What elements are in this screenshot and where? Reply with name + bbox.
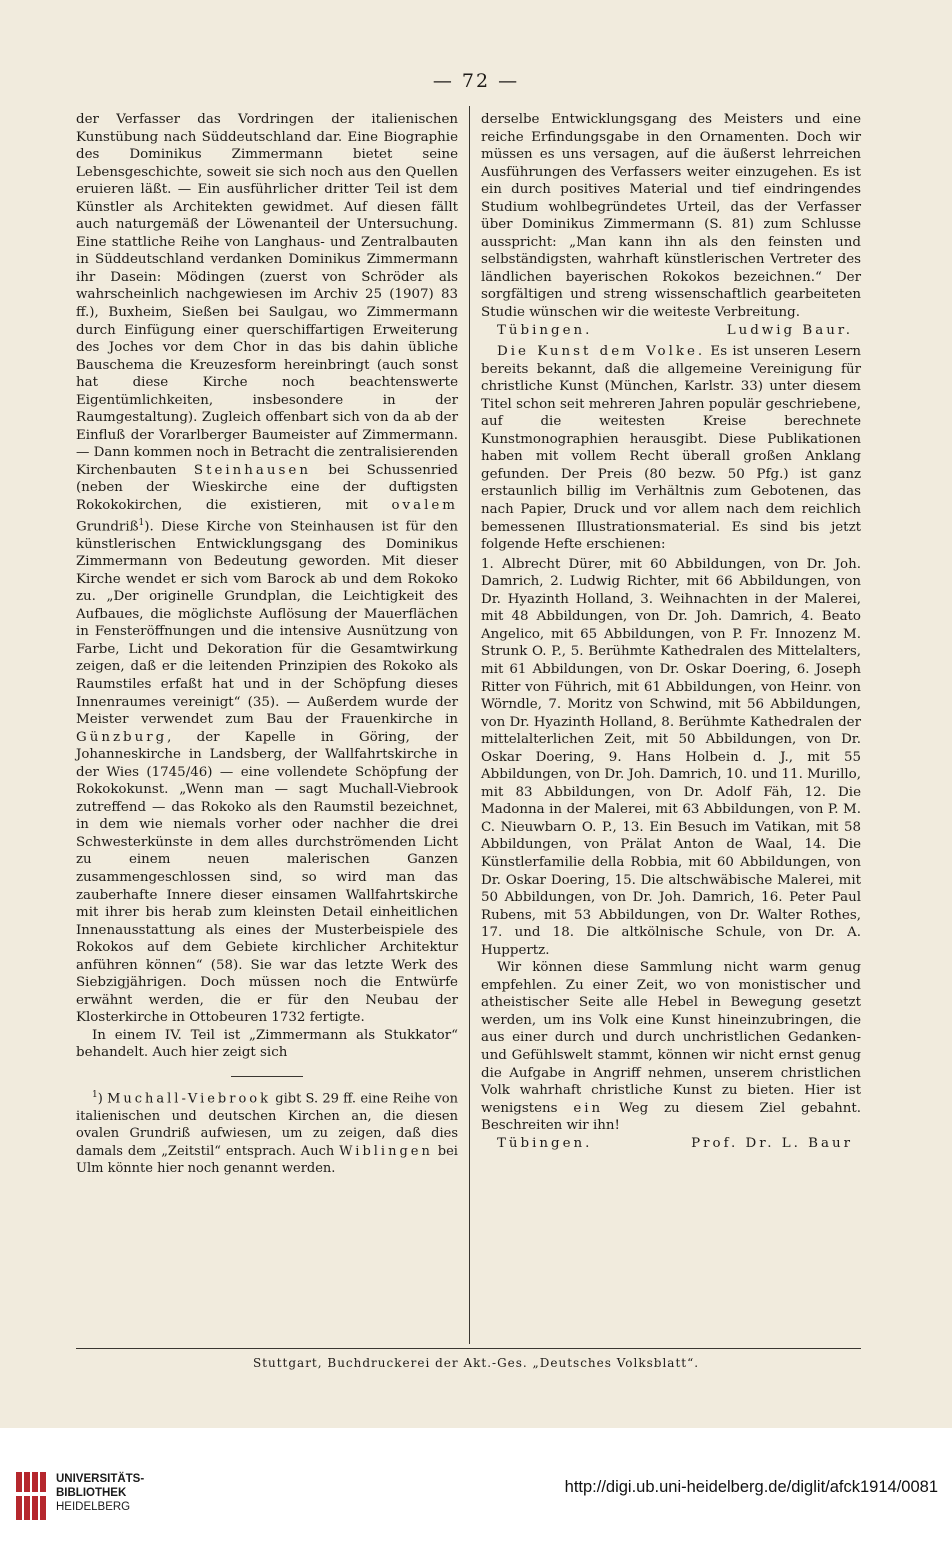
left-paragraph-1 <box>76 111 458 1027</box>
right-paragraph-2 <box>481 343 861 554</box>
monograph-list: 1. Albrecht Dürer, mit 60 Abbildungen, von Dr. Joh. Damrich, 2. Ludwig Richter, mit 66 Abbildungen, von Dr. Hyazinth Holland, 3. Weihnachten in der Malerei, mit 48 Abbildungen, von Dr. Joh. Damrich, 4. Beato Angelico, mit 65 Abbildungen, von P. Fr. Innozenz M. Strunk O. P., 5. Berühmte Kathedralen des Mittelalters, mit 61 Abbildungen, von Dr. Oskar Doering, 6. Joseph Ritter von Führich, mit 61 Abbildungen, von Heinr. von Wörndle, 7. Moritz von Schwind, mit 56 Abbildungen, von Dr. Hyazinth Holland, 8. Berühmte Kathedralen der mittelalterlichen Zeit, mit 50 Abbildungen, von Dr. Oskar Doering, 9. Hans Holbein d. J., mit 55 Abbildungen, von Dr. Joh. Damrich, 10. und 11. Murillo, mit 83 Abbildungen, von Dr. Adolf Fäh, 12. Die Madonna in der Malerei, mit 63 Abbildungen, von P. M. C. Nieuwbarn O. P., 13. Ein Besuch im Vatikan, mit 58 Abbildungen, von Prälat Anton de Waal, 14. Die Künstlerfamilie della Robbia, mit 60 Abbildungen, von Dr. Oskar Doering, 15. Die altschwäbische Malerei, mit 50 Abbildungen, von Dr. Joh. Damrich, 16. Peter Paul Rubens, mit 53 Abbildungen, von Dr. Walter Rothes, 17. und 18. Die altkölnische Schule, von Dr. A. Huppertz. <box>481 556 861 958</box>
spaced-word-muchall: Muchall-Viebrook <box>107 1091 271 1107</box>
text-run: bei Schussenried (neben der Wieskirche eine der duftigsten Rokokokirchen, die existieren, mit <box>76 462 459 514</box>
library-name-line: BIBLIOTHEK <box>56 1487 127 1499</box>
library-name-line: HEIDELBERG <box>56 1501 131 1513</box>
section-title: Die Kunst dem Volke. <box>497 344 706 360</box>
text-run: Grundriß <box>76 519 139 535</box>
digitization-footer <box>0 1428 952 1563</box>
signature-place: Tübingen. <box>497 1135 593 1151</box>
text-run: ). Diese Kirche von Steinhausen ist für den künstlerischen Entwicklungsgang des Dominikus Zimmermann von Bedeutung geworden. Mit dieser Kirche wendet er sich vom Barock ab und dem Rokoko zu. „Der originelle Grundplan, die Leichtigkeit des Aufbaues, die möglichste Auflösung der Mauerflächen in Fensteröffnungen und die intensive Ausnützung von Farbe, Licht und Dekoration für die Gesamtwirkung zeigen, daß er die leitenden Prinzipien des Rokoko als Raumstiles erfaßt hat und in der Schöpfung dieses Innenraumes vereinigt“ (35). — Außerdem wurde der Meister verwendet zum Bau der Frauenkirche in <box>76 519 458 728</box>
permalink-url[interactable]: http://digi.ub.uni-heidelberg.de/diglit/afck1914/0081 <box>564 1478 938 1496</box>
text-run: gibt S. 29 ff. eine Reihe von italienischen und deutschen Kirchen an, die diesen ovalen Grundriß aufwiesen, um zu zeigen, daß dies damals dem „Zeitstil“ entsprach. Auch <box>76 1091 458 1159</box>
signature-1 <box>481 322 861 340</box>
spaced-word-guenzburg: Günzburg <box>76 729 168 745</box>
spaced-word-steinhausen: Steinhausen <box>193 462 311 478</box>
signature-name: Ludwig Baur. <box>726 322 853 338</box>
library-name-line: UNIVERSITÄTS- <box>56 1473 145 1485</box>
text-run: bei Ulm könnte hier noch genannt werden. <box>76 1143 458 1176</box>
text-run: Es ist unseren Lesern bereits bekannt, daß die allgemeine Vereinigung für christliche Kunst (München, Karlstr. 33) unter diesem Titel schon seit mehreren Jahren populär geschriebene, auf die weitesten Kreise berechnete Kunstmonographien herausgibt. Diese Publikationen haben mit vollem Recht überall großen Anklang gefunden. Der Preis (80 bezw. 50 Pfg.) ist ganz erstaunlich billig im Verhältnis zum Gebotenen, das nach Papier, Druck und vor allem nach dem reichlich bemessenen Illustrationsmaterial. Es sind bis jetzt folgende Hefte erschienen: <box>481 344 861 553</box>
left-column <box>76 111 458 1177</box>
signature-name: Prof. Dr. L. Baur <box>691 1135 853 1151</box>
footnote-reference[interactable]: 1 <box>138 517 145 528</box>
page-number: — 72 — <box>432 70 520 92</box>
text-run: der Verfasser das Vordringen der italienischen Kunstübung nach Süddeutschland dar. Eine Biographie des Dominikus Zimmermann bietet seine Lebensgeschichte, soweit sie sich noch aus den Quellen eruieren läßt. — Ein ausführlicher dritter Teil ist dem Künstler als Architekten gewidmet. Auf diesen fällt auch naturgemäß der Löwenanteil der Untersuchung. Eine stattliche Reihe von Langhaus- und Zentralbauten in Süddeutschland verdanken Dominikus Zimmermann ihr Dasein: Mödingen (zuerst von Schröder als wahrscheinlich nachgewiesen im Archiv 25 (1907) 83 ff.), Buxheim, Sießen bei Saulgau, wo Zimmermann durch Einfügung einer querschiffartigen Erweiterung des Joches vor dem Chor in das bis dahin übliche Bauschema die Kreuzesform hereinbringt (auch sonst hat diese Kirche noch beachtenswerte Eigentümlichkeiten, insbesondere in der Raumgestaltung). Zugleich offenbart sich von da ab der Einfluß der Vorarlberger Baumeister auf Zimmermann. — Dann kommen noch in Betracht die zentralisierenden Kirchenbauten <box>76 112 458 478</box>
spaced-word-ovalem: ovalem <box>391 498 458 514</box>
text-run: Wir können diese Sammlung nicht warm genug empfehlen. Zu einer Zeit, wo von monistischer und atheistischer Seite alle Hebel in Bewegung gesetzt werden, um ins Volk eine Kunst hineinzubringen, die aus einer durch und durch unchristlichen Gedanken- und Gefühlswelt stammt, können wir nicht ernst genug die Aufgabe in Angriff nehmen, unserem christlichen Volk wahrhaft christliche Kunst zu bieten. Hier ist wenigstens <box>481 960 861 1116</box>
footnote: $^1$) Muchall-Viebrook gibt S. 29 ff. eine Reihe von italienischen und deutschen Kirchen an, die diesen ovalen Grundriß aufwiesen, um zu zeigen, daß dies damals dem „Zeitstil“ entsprach. Auch Wiblingen bei Ulm könnte hier noch genannt werden. <box>76 1090 458 1176</box>
bottom-rule <box>76 1348 861 1349</box>
footnote-mark: 1 <box>92 1090 98 1100</box>
signature-place: Tübingen. <box>497 322 593 338</box>
right-column <box>481 111 861 1152</box>
spaced-word-wiblingen: Wiblingen <box>339 1143 433 1159</box>
column-divider <box>469 106 470 1344</box>
left-paragraph-2: In einem IV. Teil ist „Zimmermann als Stukkator“ behandelt. Auch hier zeigt sich <box>76 1027 458 1061</box>
library-name <box>56 1472 144 1514</box>
printer-imprint: Stuttgart, Buchdruckerei der Akt.-Ges. „Deutsches Volksblatt“. <box>252 1356 700 1370</box>
library-logo-icon <box>14 1470 48 1522</box>
spaced-word-ein: ein <box>573 1100 604 1116</box>
text-run: , der Kapelle in Göring, der Johanneskirche in Landsberg, der Wallfahrtskirche in der Wies (1745/46) — eine vollendete Schöpfung der Rokokokunst. „Wenn man — sagt Muchall-Viebrook zutreffend — das Rokoko als den Raumstil bezeichnet, in dem wie niemals vorher oder nachher die drei Schwesterkünste in dem alles durchströmenden Licht zu einem neuen malerischen Ganzen zusammengeschlossen sind, so wird man das zauberhafte Innere dieser einsamen Wallfahrtskirche mit ihrer bis herab zum kleinsten Detail einheitlichen Innenausstattung als eines der Musterbeispiele des Rokokos auf dem Gebiete kirchlicher Architektur anführen können“ (58). Sie war das letzte Werk des Siebzigjährigen. Doch müssen noch die Entwürfe erwähnt werden, die er für den Neubau der Klosterkirche in Ottobeuren 1732 fertigte. <box>76 729 458 1026</box>
right-paragraph-3 <box>481 959 861 1134</box>
text-run: Weg zu diesem Ziel gebahnt. Beschreiten wir ihn! <box>481 1100 861 1134</box>
right-paragraph-1: derselbe Entwicklungsgang des Meisters und eine reiche Erfindungsgabe in den Ornamenten. Doch wir müssen es uns versagen, auf die äußerst lehrreichen Ausführungen des Verfassers weiter einzugehen. Es ist ein durch positives Material und tief eindringendes Studium wohlbegründetes Urteil, das der Verfasser über Dominikus Zimmermann (S. 81) zum Schlusse ausspricht: „Man kann ihn als den feinsten und selbständigsten, wahrhaft künstlerischen Vertreter des ländlichen bayerischen Rokokos bezeichnen.“ Der sorgfältigen und streng wissenschaftlich gearbeiteten Studie wünschen wir die weiteste Verbreitung. <box>481 112 861 321</box>
footnote-divider <box>231 1076 303 1077</box>
signature-2 <box>481 1135 861 1153</box>
